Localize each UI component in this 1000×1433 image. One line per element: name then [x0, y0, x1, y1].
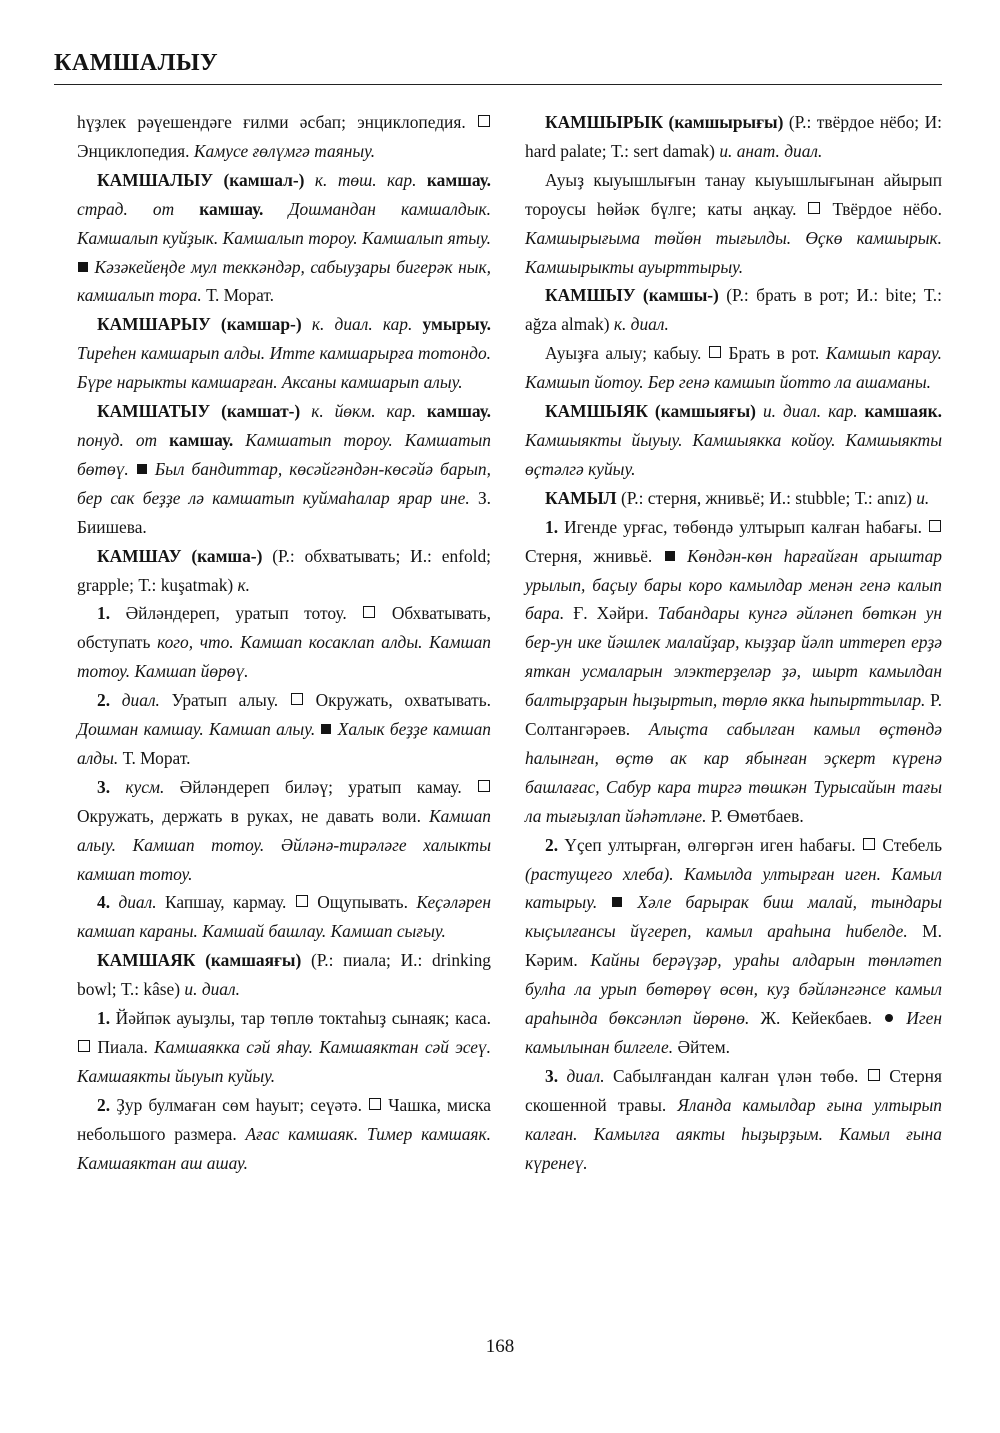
equivalent-marker-icon [808, 202, 820, 214]
equivalent-marker-icon [868, 1069, 880, 1081]
headword: КАМШАТЫУ (камшат-) [97, 401, 301, 422]
headword: КАМШЫЯК (камшыяғы) [545, 401, 756, 422]
sense-3: 3. диал. Сабылғандан калған үлән төбө. Стерня скошенной травы. Яланда камылдар ғына ултырып калған. Камылға аякты һыҙырҙым. Камыл ғына күренеү. [525, 1065, 942, 1173]
headword: КАМЫЛ [545, 487, 617, 508]
entry-definition: Ауыҙға алыу; кабыу. Брать в рот. Камшып карау. Камшып йотоу. Бер генә камшып йотто ла ашаманы. [525, 343, 942, 393]
equivalent-marker-icon [863, 838, 875, 850]
entry-kamshau: КАМШАУ (камша-) (Р.: обхватывать; И.: enfold; grapple; Т.: kuşatmak) к. [77, 545, 492, 595]
headword: КАМШАЛЫУ (камшал-) [97, 169, 305, 190]
equivalent-marker-icon [929, 520, 941, 532]
entry-continuation: һүҙлек рәүешендәге ғилми әсбап; энциклопедия. Энциклопедия. Камусе ғөлүмгә таяныу. [77, 108, 491, 166]
left-column [77, 108, 491, 1178]
sense-3: 3. кусм. Әйләндереп биләү; уратып камау. Окружать, держать в руках, не давать воли. Камшап алыу. Камшап тотоу. Әйләнә-тирәләге халыкты камшап тотоу. [77, 776, 491, 884]
entry-kamshayak: КАМШАЯК (камшаяғы) (Р.: пиала; И.: drinking bowl; Т.: kâse) и. диал. [77, 950, 491, 1000]
sense-1: 1. Игенде урғас, төбөндә ултырып калған һабағы. Стерня, жнивьё. Көндән-көн һарғайған арыштар урылып, баҫыу бары коро камылдар менән генә калып бара. Ғ. Хәйри. Табандары кунгә әйләнеп бөткән ун бер-ун ике йәшлек малайҙар, кыҙҙар йәлп иттереп ерҙә яткан усмаларын элэктерҙеләр ҙә, шырт камылдан балтырҙарын һыҙыртып, төрлө якка һыпырттылар. Р. Солтангәрәев. Алыҫта сабылған камыл өҫтөндә һалынған, өҫтө ак кар ябынған эҫкерт күренә башлағас, Сабур кара тиргә төшкән Турысайын тағы ла тығыҙлап йәһәтләне. Р. Өмөтбаев. [525, 516, 942, 826]
headword: КАМШАУ (камша-) [97, 545, 263, 566]
headword: КАМШАРЫУ (камшар-) [97, 314, 302, 335]
sense-4: 4. диал. Капшау, кармау. Ощупывать. Кеҫәләрен камшап караны. Камшай башлау. Камшап сығыу. [77, 892, 491, 942]
example-marker-icon [321, 724, 331, 734]
headword: КАМШЫРЫК (камшырығы) [545, 112, 784, 132]
entry-kamshyu: КАМШЫУ (камшы-) (Р.: брать в рот; И.: bite; Т.: ağza almak) к. диал. [525, 285, 942, 335]
example-marker-icon [612, 897, 622, 907]
right-column [525, 108, 942, 1178]
example-marker-icon [78, 262, 88, 272]
headword: КАМШЫУ (камшы-) [545, 285, 719, 306]
sense-1: 1. Әйләндереп, уратып тотоу. Обхватывать, обступать кого, что. Камшап косаклап алды. Камшап тотоу. Камшап йөрөү. [77, 603, 491, 682]
running-header: КАМШАЛЫУ [54, 50, 219, 76]
equivalent-marker-icon [369, 1098, 381, 1110]
page-number: 168 [485, 1336, 515, 1357]
equivalent-marker-icon [363, 606, 375, 618]
entry-kamsharyu: КАМШАРЫУ (камшар-) к. диал. кар. умырыу. Тиреһен камшарып алды. Итте камшарырға тотондо. Бүре нарыкты камшарған. Аксаны камшарып алыу. [77, 314, 491, 393]
entry-kamshyyak: КАМШЫЯК (камшыяғы) и. диал. кар. камшаяк. Камшыякты йыуыу. Камшыякка койоу. Камшыякты өҫтәлгә куйыу. [525, 401, 942, 479]
sense-2: 2. Ҙур булмаған сөм һауыт; сеүәтә. Чашка, миска небольшого размера. Ағас камшаяк. Тимер камшаяк. Камшаяктан аш ашау. [77, 1094, 491, 1173]
example-marker-icon [665, 551, 675, 561]
example-marker-icon [137, 464, 147, 474]
sense-2: 2. диал. Уратып алыу. Окружать, охватывать. Дошман камшау. Камшап алыу. Халык беҙҙе камшап алды. Т. Морат. [77, 690, 491, 768]
equivalent-marker-icon [296, 895, 308, 907]
sense-1: 1. Йәйпәк ауыҙлы, тар төплө токтаһыҙ сынаяк; каса. Пиала. Камшаякка сәй яһау. Камшаяктан сәй эсеү. Камшаякты йыуып куйыу. [77, 1008, 491, 1086]
entry-definition: Ауыҙ кыуышлығын танау кыуышлығынан айырып тороусы һөйәк бүлге; каты аңкау. Твёрдое нёбо. Камшырығыма төйөн тығылды. Өҫкө камшырык. Камшырыкты ауырттырыу. [525, 169, 942, 277]
equivalent-marker-icon [478, 780, 490, 792]
phrase-marker-icon [885, 1014, 893, 1022]
entry-kamshalyu: КАМШАЛЫУ (камшал-) к. төш. кар. камшау. страд. от камшау. Дошмандан камшалдык. Камшалып куйҙык. Камшалып тороу. Камшалып ятыу. Кәзәкейеңде мул теккәндәр, сабыуҙары бигерәк нык, камшалып тора. Т. Морат. [77, 169, 491, 306]
header-rule [54, 84, 942, 85]
equivalent-marker-icon [291, 693, 303, 705]
equivalent-marker-icon [709, 346, 721, 358]
entry-kamyl: КАМЫЛ (Р.: стерня, жнивьё; И.: stubble; Т.: anız) и. [545, 487, 930, 508]
equivalent-marker-icon [478, 115, 490, 127]
headword: КАМШАЯК (камшаяғы) [97, 950, 302, 971]
sense-2: 2. Үҫеп ултырған, өлгөргән иген һабағы. Стебель (растущего хлеба). Камылда ултырған иген. Камыл катырыу. Хәле барырак биш малай, тындары кыҫылғансы йүгереп, камыл араһына һибелде. М. Кәрим. Кайны берәүҙәр, ураһы алдарын төнләтеп булһа ла урып бөтөрөү өсөн, куҙ бәйләнгәнсе камыл араһында бөксәнләп йөрөнө. Ж. Кейекбаев. Иген камылынан билгеле. Әйтем. [525, 834, 942, 1057]
equivalent-marker-icon [78, 1040, 90, 1052]
entry-kamshyryk: КАМШЫРЫК (камшырығы) (Р.: твёрдое нёбо; И: hard palate; Т.: sert damak) и. анат. диал. [525, 112, 942, 161]
entry-kamshatyu: КАМШАТЫУ (камшат-) к. йөкм. кар. камшау. понуд. от камшау. Камшатып тороу. Камшатып бөтөү. Был бандиттар, көсәйгәндән-көсәйә барып, бер сак беҙҙе лә камшатып куймаһалар ярар ине. З. Биишева. [77, 401, 492, 537]
